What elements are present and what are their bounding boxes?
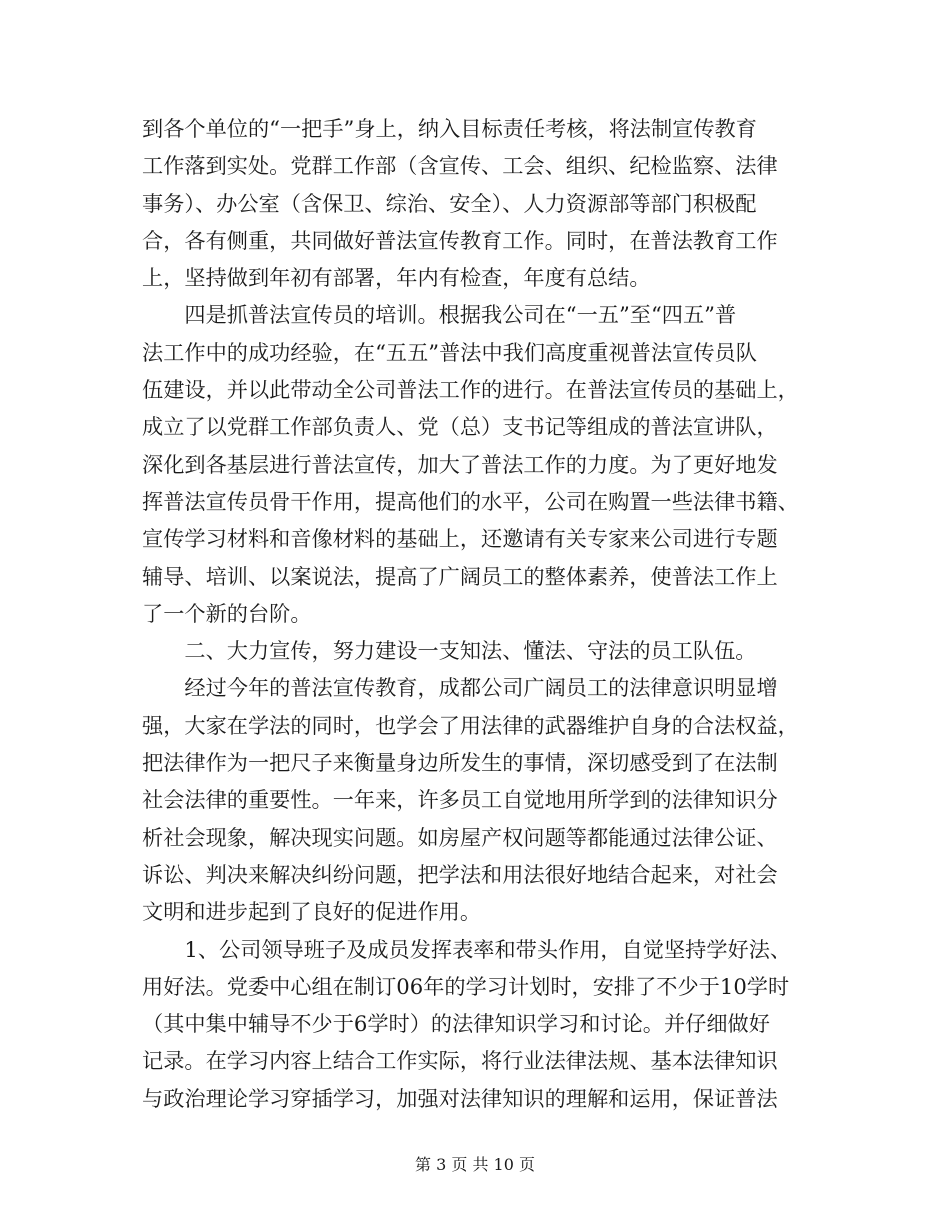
text-line: 诉讼、判决来解决纠纷问题，把学法和用法很好地结合起来，对社会 [142, 861, 778, 887]
text-line: 与政治理论学习穿插学习，加强对法律知识的理解和运用，保证普法 [142, 1085, 778, 1111]
text-line: 1、公司领导班子及成员发挥表率和带头作用，自觉坚持学好法、 [142, 936, 792, 962]
text-line: 上，坚持做到年初有部署，年内有检查，年度有总结。 [142, 265, 651, 291]
text-line: 了一个新的台阶。 [142, 600, 312, 626]
document-body [142, 110, 808, 1117]
text-line: 四是抓普法宣传员的培训。根据我公司在“一五”至“四五”普 [142, 302, 737, 328]
text-line: 法工作中的成功经验，在“五五”普法中我们高度重视普法宣传员队 [142, 339, 757, 365]
text-line: 用好法。党委中心组在制订06年的学习计划时，安排了不少于10学时 [142, 973, 790, 999]
text-line: 经过今年的普法宣传教育，成都公司广阔员工的法律意识明显增 [142, 675, 778, 701]
text-line: 强，大家在学法的同时，也学会了用法律的武器维护自身的合法权益， [142, 712, 799, 738]
text-line: 社会法律的重要性。一年来，许多员工自觉地用所学到的法律知识分 [142, 787, 778, 813]
text-line: 伍建设，并以此带动全公司普法工作的进行。在普法宣传员的基础上， [142, 377, 799, 403]
text-line: 深化到各基层进行普法宣传，加大了普法工作的力度。为了更好地发 [142, 451, 778, 477]
text-line: 宣传学习材料和音像材料的基础上，还邀请有关专家来公司进行专题 [142, 526, 778, 552]
text-line: （其中集中辅导不少于6学时）的法律知识学习和讨论。并仔细做好 [142, 1011, 770, 1037]
text-line: 挥普法宣传员骨干作用，提高他们的水平，公司在购置一些法律书籍、 [142, 488, 799, 514]
text-line: 到各个单位的“一把手”身上，纳入目标责任考核，将法制宣传教育 [142, 116, 757, 141]
text-line: 成立了以党群工作部负责人、党（总）支书记等组成的普法宣讲队， [142, 414, 778, 440]
text-line: 析社会现象，解决现实问题。如房屋产权问题等都能通过法律公证、 [142, 824, 778, 850]
text-line: 工作落到实处。党群工作部（含宣传、工会、组织、纪检监察、法律 [142, 153, 778, 179]
text-line: 文明和进步起到了良好的促进作用。 [142, 899, 482, 925]
text-line: 把法律作为一把尺子来衡量身边所发生的事情，深切感受到了在法制 [142, 750, 778, 776]
text-line: 辅导、培训、以案说法，提高了广阔员工的整体素养，使普法工作上 [142, 563, 778, 589]
page-number-footer: 第 3 页 共 10 页 [415, 1155, 535, 1174]
text-line: 事务）、办公室（含保卫、综治、安全）、人力资源部等部门积极配 [142, 190, 757, 216]
text-line: 合，各有侧重，共同做好普法宣传教育工作。同时，在普法教育工作 [142, 227, 778, 253]
text-line: 二、大力宣传，努力建设一支知法、懂法、守法的员工队伍。 [142, 638, 757, 664]
text-line: 记录。在学习内容上结合工作实际，将行业法律法规、基本法律知识 [142, 1048, 778, 1074]
